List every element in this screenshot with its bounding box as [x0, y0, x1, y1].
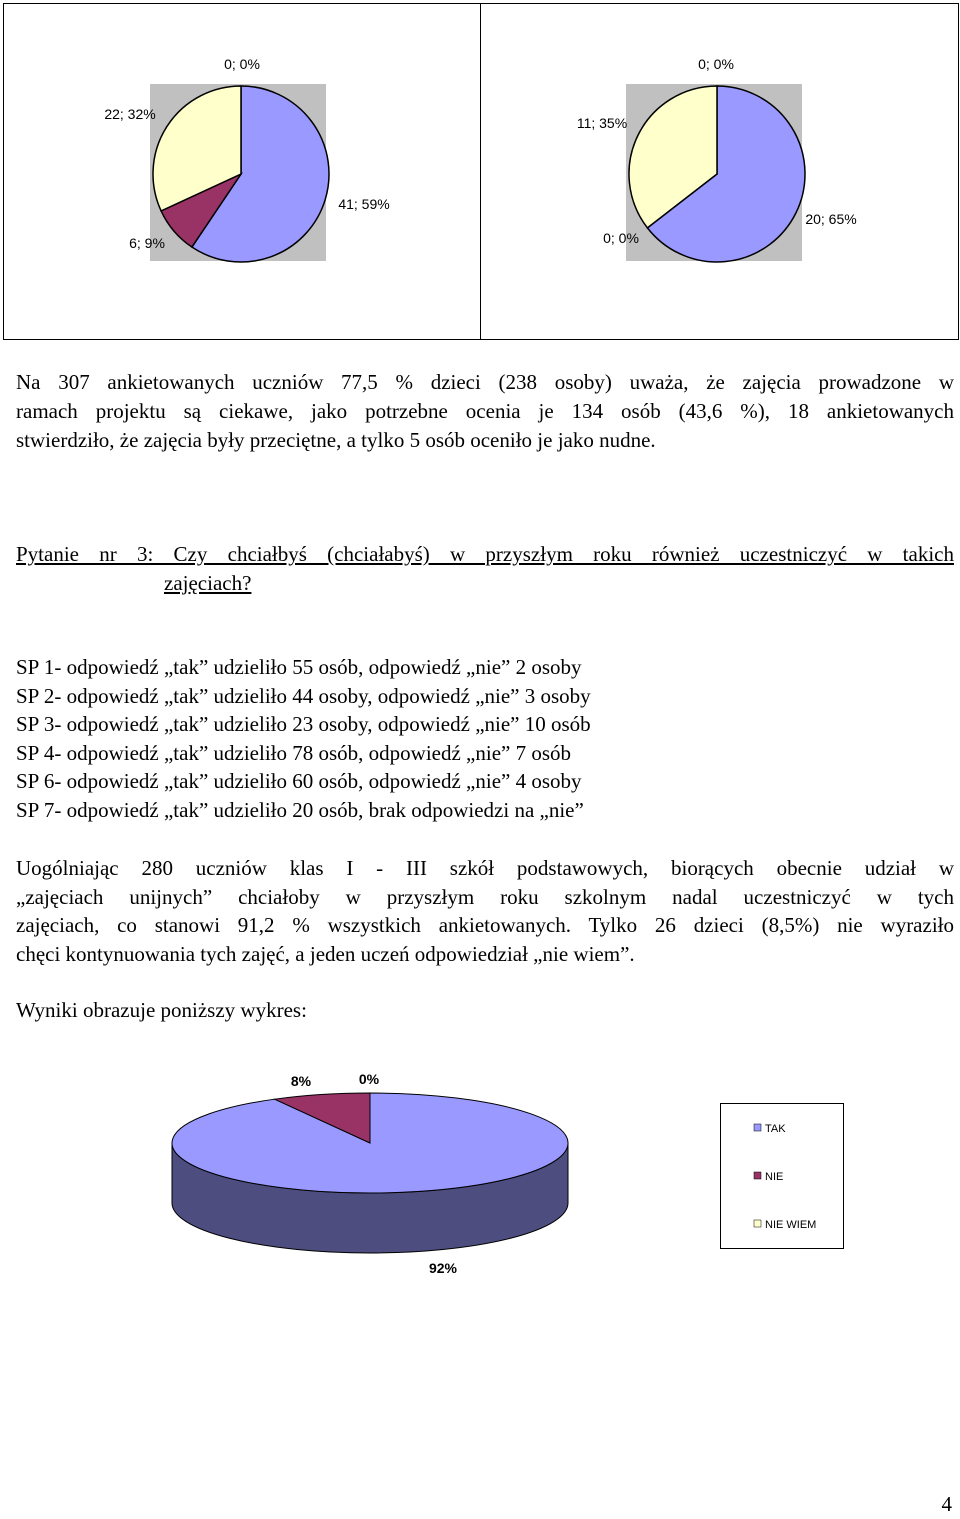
legend-label-nie-wiem: NIE WIEM	[765, 1219, 817, 1231]
question-line-1: Pytanie nr 3: Czy chciałbyś (chciałabyś) w przyszłym roku również uczestniczyć w takich	[16, 542, 954, 566]
answer-sp3: SP 3- odpowiedź „tak” udzieliło 23 osoby, odpowiedź „nie” 10 osób	[16, 712, 591, 736]
conclusion-paragraph	[16, 856, 954, 976]
summary-line-3: stwierdziło, że zajęcia były przeciętne, a tylko 5 osób oceniło je jako nudne.	[16, 428, 656, 452]
answer-sp4: SP 4- odpowiedź „tak” udzieliło 78 osób, odpowiedź „nie” 7 osób	[16, 741, 572, 765]
pie-label-nie-wiem: 0%	[358, 1071, 380, 1087]
conclusion-line-3: zajęciach, co stanowi 91,2 % wszystkich ankietowanych. Tylko 26 dzieci (8,5%) nie wyraziło	[16, 913, 954, 937]
legend-label-tak: TAK	[765, 1123, 786, 1135]
answers-list	[16, 655, 954, 830]
pie-left-label-other: 0; 0%	[224, 56, 260, 72]
answer-sp1: SP 1- odpowiedź „tak” udzieliło 55 osób, odpowiedź „nie” 2 osoby	[16, 655, 582, 679]
answer-sp2: SP 2- odpowiedź „tak” udzieliło 44 osoby, odpowiedź „nie” 3 osoby	[16, 684, 591, 708]
pie-right-label-other: 0; 0%	[698, 56, 734, 72]
conclusion-line-1: Uogólniając 280 uczniów klas I - III szkół podstawowych, biorących obecnie udział w	[16, 856, 954, 880]
top-charts-panel	[3, 3, 959, 340]
pie-left-label-yellow: 22; 32%	[104, 106, 156, 122]
pie-label-tak: 92%	[428, 1260, 458, 1276]
results-pie-svg	[0, 1050, 960, 1300]
page-number: 4	[941, 1492, 952, 1516]
top-charts-svg	[3, 3, 959, 340]
question-heading	[16, 542, 954, 602]
pie-chart-left	[153, 86, 329, 262]
pie-left-label-maroon: 6; 9%	[129, 235, 165, 251]
answer-sp7: SP 7- odpowiedź „tak” udzieliło 20 osób, brak odpowiedzi na „nie”	[16, 798, 584, 822]
conclusion-line-4: chęci kontynuowania tych zajęć, a jeden uczeń odpowiedział „nie wiem”.	[16, 942, 635, 966]
conclusion-line-2: „zajęciach unijnych” chciałoby w przyszłym roku szkolnym nadal uczestniczyć w tych	[16, 885, 954, 909]
summary-line-1: Na 307 ankietowanych uczniów 77,5 % dzieci (238 osoby) uważa, że zajęcia prowadzone w	[16, 370, 954, 394]
answer-sp6: SP 6- odpowiedź „tak” udzieliło 60 osób, odpowiedź „nie” 4 osoby	[16, 769, 582, 793]
pie-right-label-blue: 20; 65%	[805, 211, 857, 227]
results-pie-chart	[0, 1050, 960, 1300]
pie-right-label-yellow: 11; 35%	[576, 115, 628, 131]
legend-swatch-nie-wiem	[754, 1220, 761, 1227]
question-line-2: zajęciach?	[164, 571, 252, 595]
pie-left-label-blue: 41; 59%	[338, 196, 390, 212]
pie-label-nie: 8%	[290, 1073, 312, 1089]
chart-legend	[721, 1104, 844, 1249]
legend-swatch-tak	[754, 1124, 761, 1131]
pie-chart-right	[629, 86, 805, 262]
pie-3d	[172, 1093, 568, 1253]
results-intro	[16, 998, 954, 1028]
legend-swatch-nie	[754, 1172, 761, 1179]
summary-paragraph	[16, 370, 954, 460]
results-intro-text: Wyniki obrazuje poniższy wykres:	[16, 998, 307, 1022]
legend-label-nie: NIE	[765, 1171, 784, 1183]
pie-right-label-maroon: 0; 0%	[603, 230, 639, 246]
summary-line-2: ramach projektu są ciekawe, jako potrzebne ocenia je 134 osób (43,6 %), 18 ankietowanych	[16, 399, 954, 423]
